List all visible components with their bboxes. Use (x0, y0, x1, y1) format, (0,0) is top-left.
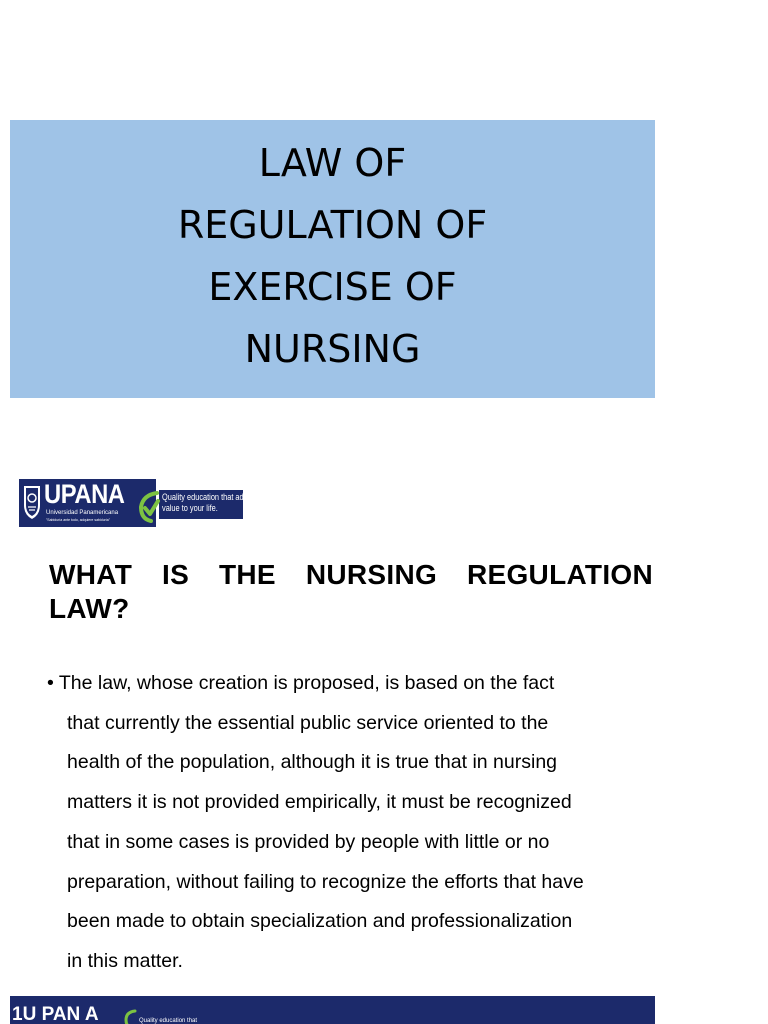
body-line: that currently the essential public service oriented to the (67, 711, 549, 734)
check-icon (123, 1008, 137, 1024)
body-line: health of the population, although it is true that in nursing (67, 751, 558, 774)
upana-logo (19, 479, 252, 527)
body-line: in this matter. (67, 949, 183, 972)
footer-logo: 1U PAN A (12, 1004, 99, 1024)
quality-text (162, 492, 252, 514)
body-line: preparation, without failing to recognize the efforts that have (67, 870, 584, 893)
title-line: REGULATION OF (177, 203, 488, 247)
title-line: LAW OF (258, 141, 407, 185)
check-icon (137, 489, 161, 525)
quality-line: value to your life. (162, 503, 218, 513)
body-line: matters it is not provided empirically, it must be recognized (67, 791, 572, 814)
page-title (178, 132, 487, 380)
quality-line: Quality education that adds (162, 492, 252, 502)
footer-tagline: Quality education that (139, 1018, 198, 1024)
shield-icon (22, 483, 42, 521)
title-line: NURSING (244, 327, 421, 371)
title-line: EXERCISE OF (208, 265, 457, 309)
logo-subtitle: Universidad Panamericana (46, 510, 119, 516)
logo-panel (19, 479, 156, 527)
quality-badge (159, 490, 252, 519)
logo-tagline: "Sabiduría ante todo, adquiere sabiduría" (46, 518, 110, 522)
section-heading: WHAT IS THE NURSING REGULATION LAW? (49, 559, 653, 624)
logo-name: UPANA (44, 479, 125, 509)
body-line: that in some cases is provided by people with little or no (67, 830, 550, 853)
body-line: been made to obtain specialization and professionalization (67, 910, 573, 933)
title-banner (10, 120, 655, 398)
footer-banner (10, 996, 655, 1024)
body-line: • The law, whose creation is proposed, is based on the fact (47, 672, 555, 694)
body-paragraph (47, 664, 657, 982)
